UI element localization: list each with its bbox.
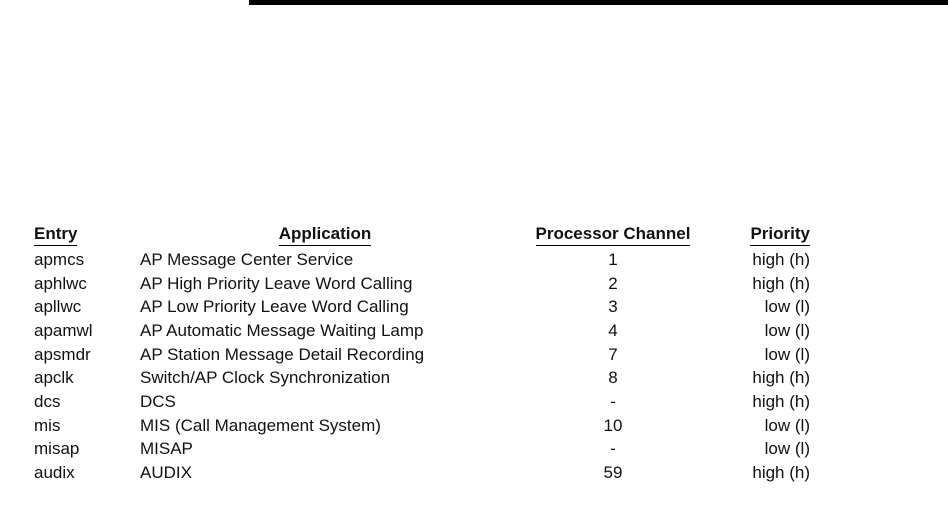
top-rule [249, 0, 948, 5]
cell-application: AUDIX [140, 463, 192, 483]
cell-channel: - [610, 439, 616, 459]
cell-channel: 3 [608, 297, 618, 317]
cell-application: AP High Priority Leave Word Calling [140, 273, 413, 293]
application-entry-table [34, 224, 810, 485]
cell-priority: low (l) [764, 439, 810, 459]
cell-entry: apsmdr [34, 344, 91, 364]
cell-channel: 7 [608, 344, 618, 364]
table-row [34, 295, 810, 319]
cell-application: AP Low Priority Leave Word Calling [140, 297, 409, 317]
table-row [34, 390, 810, 414]
cell-priority: high (h) [752, 368, 810, 388]
header-priority: Priority [716, 224, 810, 248]
cell-entry: apmcs [34, 249, 85, 269]
cell-priority: high (h) [752, 463, 810, 483]
cell-application: AP Station Message Detail Recording [140, 344, 425, 364]
cell-priority: low (l) [764, 297, 810, 317]
table-row [34, 438, 810, 462]
table-row [34, 343, 810, 367]
cell-entry: dcs [34, 391, 61, 411]
cell-application: AP Automatic Message Waiting Lamp [140, 320, 424, 340]
cell-entry: apclk [34, 368, 74, 388]
table-row [34, 319, 810, 343]
table-row [34, 366, 810, 390]
cell-channel: 59 [603, 463, 623, 483]
cell-priority: low (l) [764, 344, 810, 364]
table-header-row [34, 224, 810, 248]
header-application: Application [140, 224, 510, 248]
cell-priority: high (h) [752, 273, 810, 293]
table-row [34, 248, 810, 272]
cell-entry: audix [34, 463, 75, 483]
cell-channel: 10 [603, 415, 623, 435]
header-entry: Entry [34, 224, 140, 248]
cell-application: MIS (Call Management System) [140, 415, 381, 435]
cell-entry: misap [34, 439, 80, 459]
cell-priority: low (l) [764, 320, 810, 340]
cell-application: MISAP [140, 439, 193, 459]
cell-entry: apllwc [34, 297, 82, 317]
cell-channel: 1 [608, 249, 618, 269]
cell-entry: apamwl [34, 320, 93, 340]
cell-priority: low (l) [764, 415, 810, 435]
cell-channel: 4 [608, 320, 618, 340]
cell-application: DCS [140, 391, 176, 411]
cell-application: Switch/AP Clock Synchronization [140, 368, 391, 388]
cell-entry: mis [34, 415, 61, 435]
cell-priority: high (h) [752, 249, 810, 269]
cell-channel: - [610, 391, 616, 411]
cell-channel: 2 [608, 273, 618, 293]
cell-entry: aphlwc [34, 273, 87, 293]
cell-application: AP Message Center Service [140, 249, 354, 269]
table-row [34, 272, 810, 296]
cell-priority: high (h) [752, 391, 810, 411]
table-row [34, 414, 810, 438]
cell-channel: 8 [608, 368, 618, 388]
table-row [34, 461, 810, 485]
header-processor-channel: Processor Channel [510, 224, 716, 248]
